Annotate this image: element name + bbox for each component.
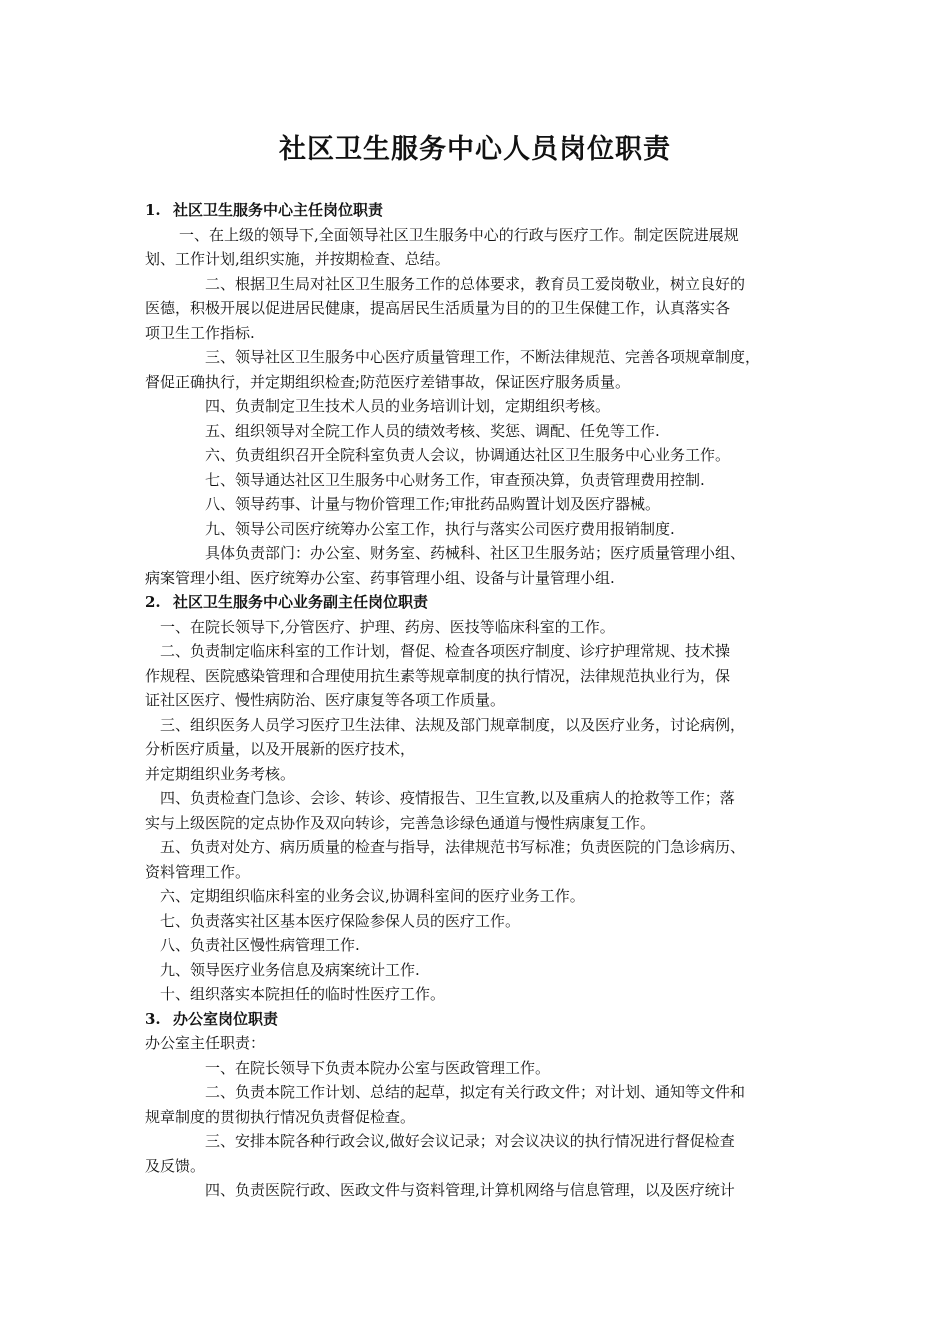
- body-line: 一、在院长领导下,分管医疗、护理、药房、医技等临床科室的工作。: [160, 617, 615, 636]
- body-line: 分析医疗质量，以及开展新的医疗技术，: [145, 740, 416, 758]
- document-body: [145, 198, 815, 1203]
- body-line: 病案管理小组、医疗统筹办公室、药事管理小组、设备与计量管理小组.: [145, 568, 615, 587]
- body-line: 七、负责落实社区基本医疗保险参保人员的医疗工作。: [160, 911, 521, 930]
- document-title: 社区卫生服务中心人员岗位职责: [279, 134, 671, 165]
- body-line: 资料管理工作。: [145, 862, 251, 881]
- body-line: 九、领导医疗业务信息及病案统计工作.: [160, 960, 420, 979]
- body-line: 十、组织落实本院担任的临时性医疗工作。: [160, 985, 446, 1003]
- body-line: 规章制度的贯彻执行情况负责督促检查。: [145, 1107, 416, 1126]
- body-line: 实与上级医院的定点协作及双向转诊，完善急诊绿色通道与慢性病康复工作。: [145, 813, 656, 832]
- section-heading-text: 办公室岗位职责: [173, 1009, 279, 1028]
- section-number: 1.: [145, 201, 161, 219]
- body-line: 具体负责部门：办公室、财务室、药械科、社区卫生服务站；医疗质量管理小组、: [205, 544, 746, 562]
- section-heading: [145, 198, 815, 223]
- section-heading: [145, 1007, 815, 1032]
- body-line: 三、领导社区卫生服务中心医疗质量管理工作，不断法律规范、完善各项规章制度，: [205, 348, 761, 366]
- section-number: 3.: [145, 1009, 161, 1028]
- body-line: 六、定期组织临床科室的业务会议,协调科室间的医疗业务工作。: [160, 887, 585, 905]
- body-line: 八、负责社区慢性病管理工作.: [160, 936, 360, 954]
- body-line: 四、负责制定卫生技术人员的业务培训计划，定期组织考核。: [205, 397, 611, 415]
- body-line: 二、根据卫生局对社区卫生服务工作的总体要求，教育员工爱岗敬业，树立良好的: [205, 274, 746, 293]
- body-line: 划、工作计划,组织实施，并按期检查、总结。: [145, 250, 450, 268]
- body-line: 项卫生工作指标.: [145, 323, 255, 342]
- body-line: 作规程、医院感染管理和合理使用抗生素等规章制度的执行情况，法律规范执业行为，保: [145, 666, 731, 685]
- body-line: 二、负责制定临床科室的工作计划，督促、检查各项医疗制度、诊疗护理常规、技术操: [160, 642, 731, 660]
- body-line: 办公室主任职责：: [145, 1034, 266, 1052]
- body-line: 三、组织医务人员学习医疗卫生法律、法规及部门规章制度，以及医疗业务，讨论病例，: [160, 715, 746, 734]
- body-line: 一、在院长领导下负责本院办公室与医政管理工作。: [205, 1058, 551, 1077]
- body-line: 五、负责对处方、病历质量的检查与指导，法律规范书写标准；负责医院的门急诊病历、: [160, 838, 746, 856]
- body-line: 四、负责医院行政、医政文件与资料管理,计算机网络与信息管理，以及医疗统计: [205, 1181, 735, 1199]
- body-line: 六、负责组织召开全院科室负责人会议，协调通达社区卫生服务中心业务工作。: [205, 446, 731, 464]
- body-line: 三、安排本院各种行政会议,做好会议记录；对会议决议的执行情况进行督促检查: [205, 1132, 735, 1150]
- body-line: 及反馈。: [145, 1156, 206, 1175]
- body-line: 九、领导公司医疗统筹办公室工作，执行与落实公司医疗费用报销制度.: [205, 519, 675, 538]
- body-line: 证社区医疗、慢性病防治、医疗康复等各项工作质量。: [145, 691, 506, 709]
- body-line: 七、领导通达社区卫生服务中心财务工作，审查预决算，负责管理费用控制.: [205, 470, 705, 489]
- body-line: 督促正确执行，并定期组织检查;防范医疗差错事故，保证医疗服务质量。: [145, 372, 631, 391]
- body-line: 医德，积极开展以促进居民健康，提高居民生活质量为目的的卫生保健工作，认真落实各: [145, 299, 731, 317]
- body-line: 四、负责检查门急诊、会诊、转诊、疫情报告、卫生宣教,以及重病人的抢救等工作；落: [160, 789, 735, 807]
- body-line: 八、领导药事、计量与物价管理工作;审批药品购置计划及医疗器械。: [205, 495, 661, 513]
- section-heading: [145, 590, 815, 615]
- section-number: 2.: [145, 593, 161, 611]
- body-line: 并定期组织业务考核。: [145, 764, 296, 783]
- section-heading-text: 社区卫生服务中心主任岗位职责: [173, 201, 384, 219]
- body-line: 五、组织领导对全院工作人员的绩效考核、奖惩、调配、任免等工作.: [205, 421, 660, 440]
- body-line: 一、在上级的领导下,全面领导社区卫生服务中心的行政与医疗工作。制定医院进展规: [179, 225, 739, 244]
- section-heading-text: 社区卫生服务中心业务副主任岗位职责: [173, 593, 429, 611]
- body-line: 二、负责本院工作计划、总结的起草，拟定有关行政文件；对计划、通知等文件和: [205, 1083, 746, 1101]
